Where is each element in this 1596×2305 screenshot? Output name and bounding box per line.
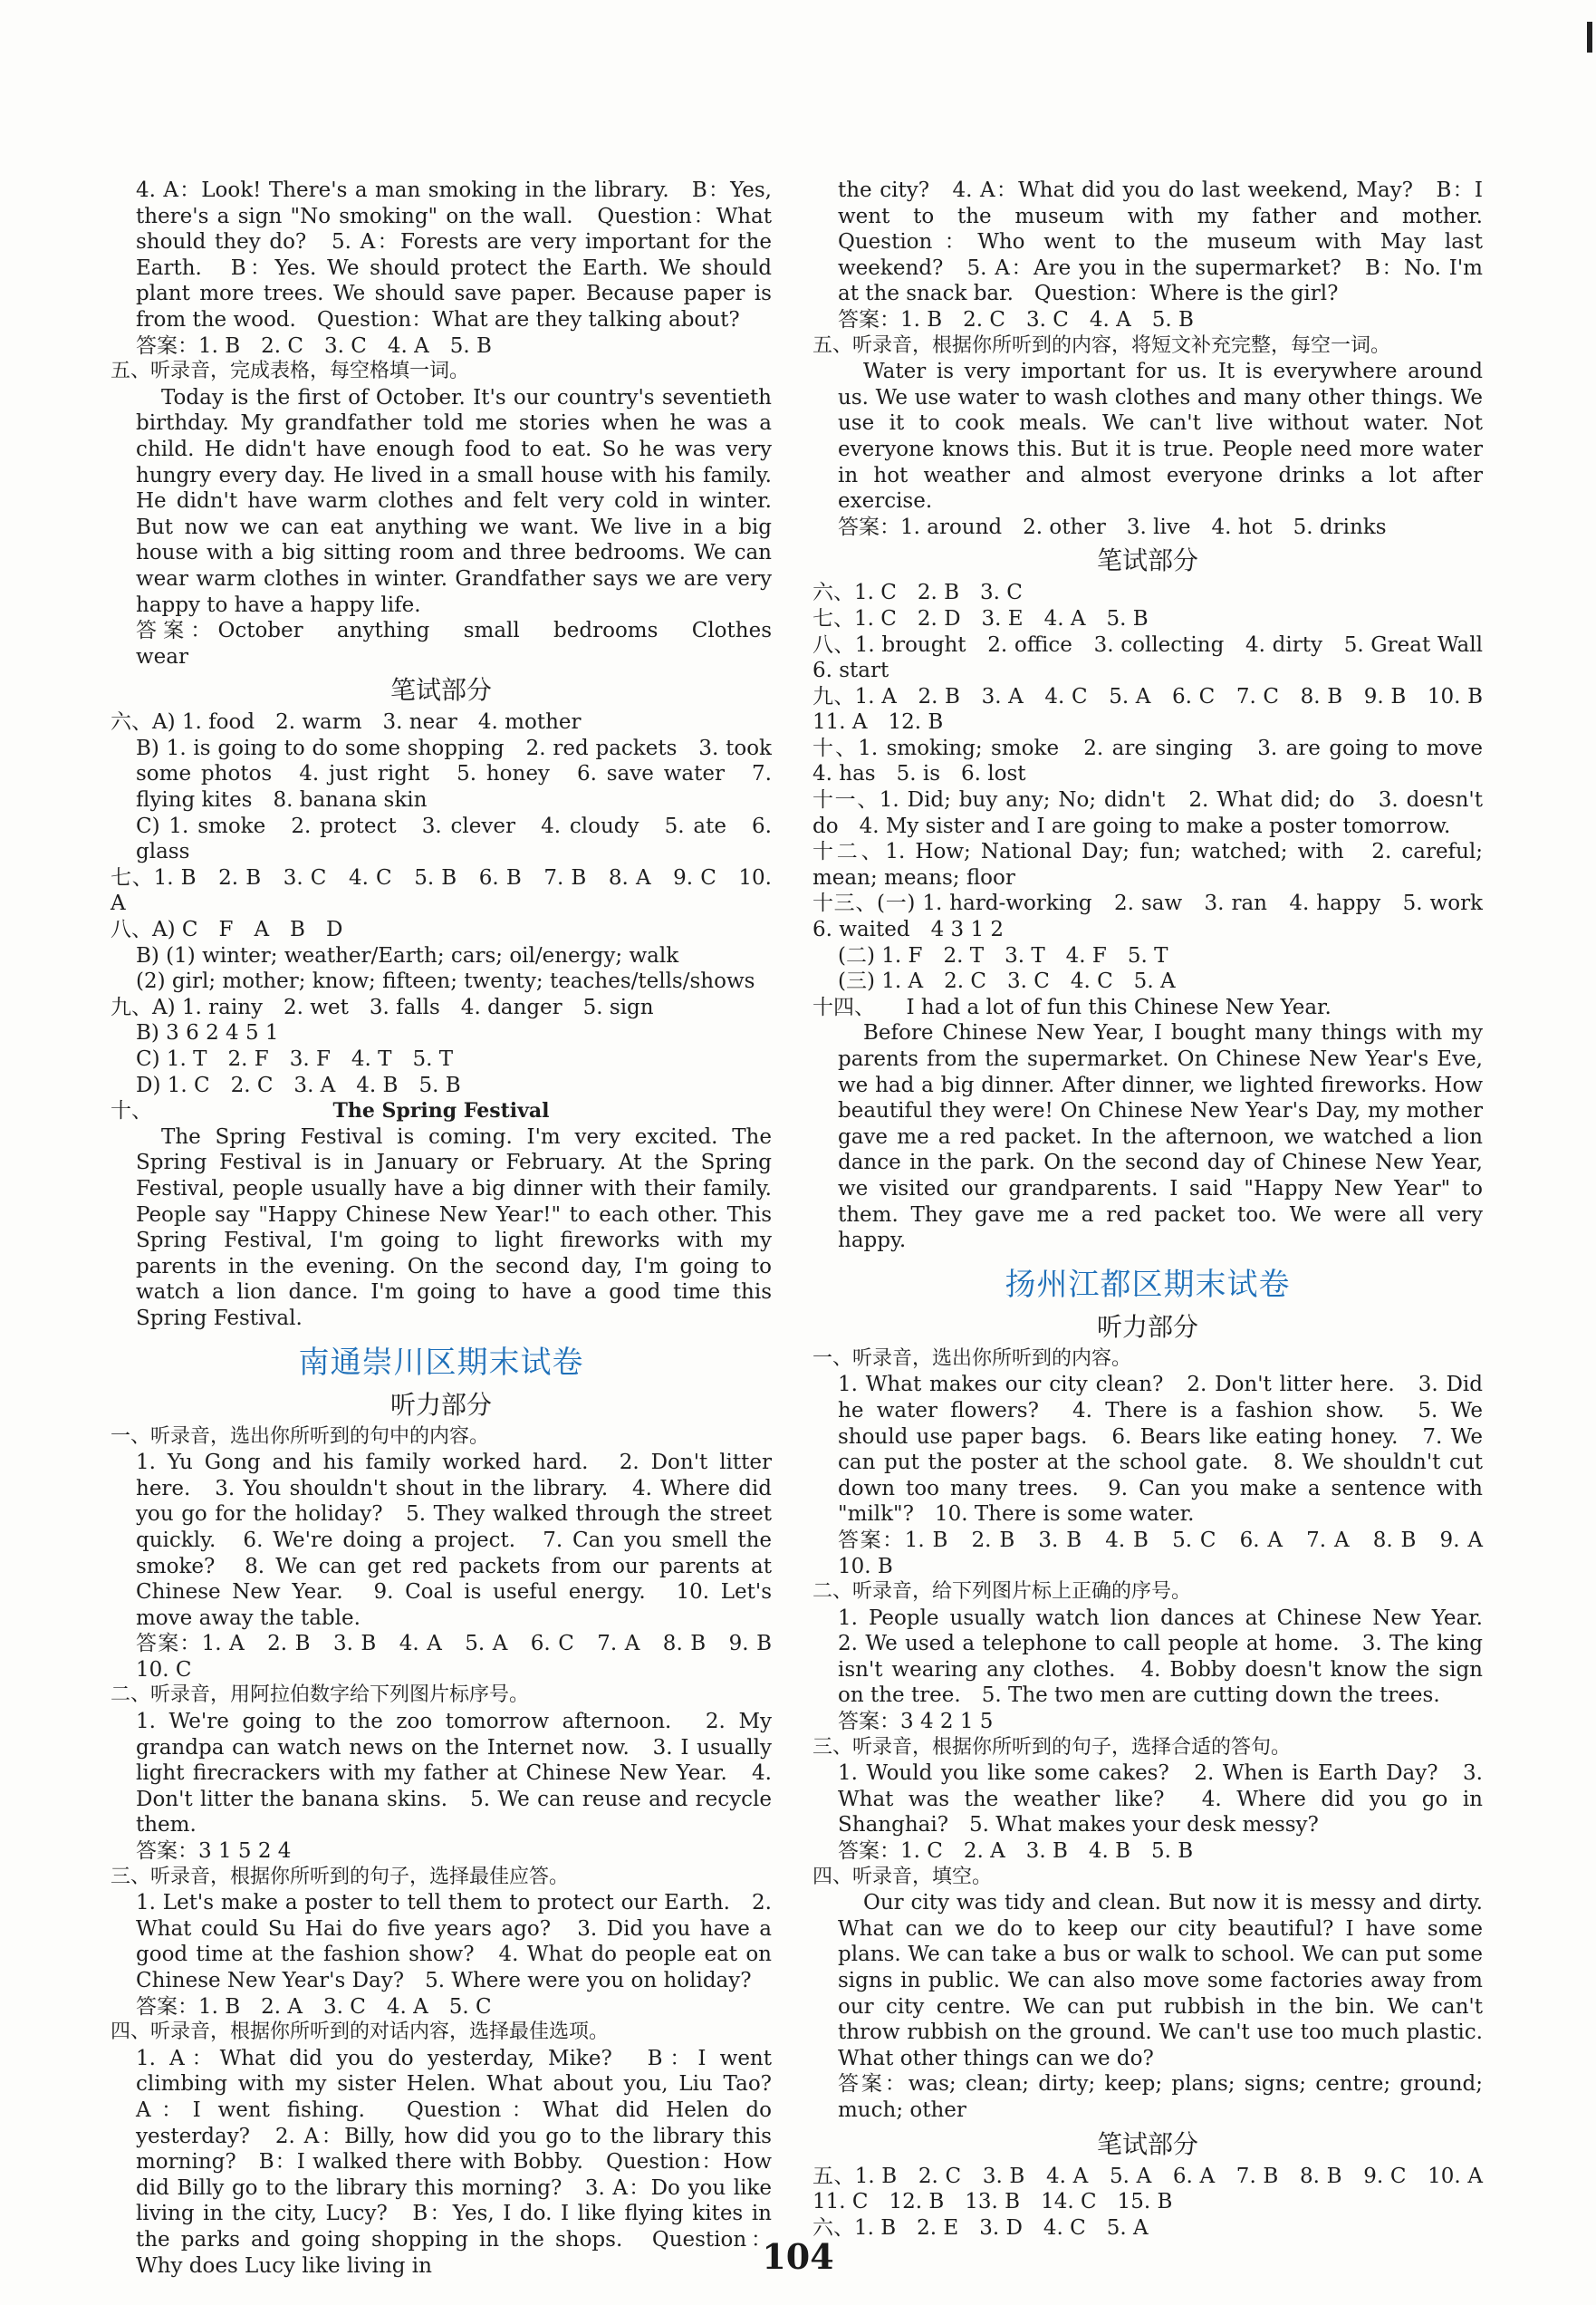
text-block: 七、1. B 2. B 3. C 4. C 5. B 6. B 7. B 8. A 9. C 10. A: [111, 865, 772, 916]
answer-line: 答案：October anything small bedrooms Clothes wear: [136, 619, 793, 669]
answer-line: 答案：was; clean; dirty; keep; plans; signs; centre; ground; much; other: [838, 2072, 1483, 2122]
text-block: 六、1. B 2. E 3. D 4. C 5. A: [812, 2215, 1149, 2240]
text-block: 十、1. smoking; smoke 2. are singing 3. are going to move 4. has 5. is 6. lost: [812, 736, 1504, 786]
text-block: 八、1. brought 2. office 3. collecting 4. dirty 5. Great Wall 6. start: [812, 632, 1504, 683]
section-heading: 二、听录音，给下列图片标上正确的序号。: [812, 1580, 1192, 1604]
text-block: 1. Let's make a poster to tell them to protect our Earth. 2. What could Su Hai do five years ago? 3. Did you have a good time at the fashion show? 4. What do people eat on Chinese New Year's Day? 5. Where were you on holiday?: [136, 1891, 772, 1992]
text-block: 七、1. C 2. D 3. E 4. A 5. B: [812, 606, 1149, 631]
text-block: C) 1. T 2. F 3. F 4. T 5. T: [136, 1047, 454, 1071]
text-block: D) 1. C 2. C 3. A 4. B 5. B: [136, 1073, 461, 1097]
text-block: 十二、1. How; National Day; fun; watched; with 2. careful; mean; means; floor: [812, 840, 1483, 890]
text-block: B) 3 6 2 4 5 1: [136, 1021, 279, 1046]
part-heading: 笔试部分: [1096, 545, 1198, 576]
text-block: 1. We're going to the zoo tomorrow afternoon. 2. My grandpa can watch news on the Internet now. 3. I usually light firecrackers with my father at Chinese New Year. 4. Don't litter the banana skins. 5. We can reuse and recycle them.: [136, 1710, 772, 1837]
left-column: [111, 178, 793, 2279]
essay-title-row: [111, 1098, 772, 1124]
answer-line: 答案：1. B 2. A 3. C 4. A 5. C: [136, 1994, 492, 2019]
section-heading: 五、听录音，根据你所听到的内容，将短文补充完整，每空一词。: [812, 333, 1391, 357]
exam-title: 南通崇川区期末试卷: [298, 1344, 584, 1381]
answer-line: 答案：1. A 2. B 3. B 4. A 5. A 6. C 7. A 8. B 9. B 10. C: [136, 1632, 793, 1682]
section-heading: 一、听录音，选出你所听到的内容。: [812, 1346, 1132, 1370]
text-block: 六、A) 1. food 2. warm 3. near 4. mother: [111, 710, 582, 735]
text-block: 九、1. A 2. B 3. A 4. C 5. A 6. C 7. C 8. B 9. B 10. B 11. A 12. B: [812, 684, 1504, 735]
text-block: (2) girl; mother; know; fifteen; twenty; teaches/tells/shows: [136, 969, 755, 994]
text-block: Water is very important for us. It is everywhere around us. We use water to wash clothes and many other things. We use it to cook meals. We can't live without water. Not everyone knows this. But it is true. People need more water in hot weather and almost everyone drinks a lot after exercise.: [838, 360, 1483, 514]
text-block: Today is the first of October. It's our country's seventieth birthday. My grandfather told me stories when he was a child. He didn't have enough food to eat. So he was very hungry every day. He lived in a small house with his family. He didn't have warm clothes and felt very cold in winter. But now we can eat anything we want. We live in a big house with a big sitting room and three bedrooms. We can wear warm clothes in winter. Grandfather says we are very happy to have a happy life.: [136, 385, 772, 617]
text-block: 1. What makes our city clean? 2. Don't litter here. 3. Did he water flowers? 4. There is a fashion show. 5. We should use paper bags. 6. Bears like eating honey. 7. We can put the poster at the school gate. 8. We shouldn't cut down too many trees. 9. Can you make a sentence with "milk"? 10. There is some water.: [838, 1373, 1483, 1527]
answer-line: 答案：1. B 2. C 3. C 4. A 5. B: [136, 333, 492, 358]
text-block: The Spring Festival is coming. I'm very excited. The Spring Festival is in January or February. At the Spring Festival, people usually have a big dinner with their family. People say "Happy Chinese New Year!" to each other. This Spring Festival, I'm going to light fireworks with my parents in the evening. On the second day, I'm going to watch a lion dance. I'm going to have a good time this Spring Festival.: [136, 1124, 772, 1330]
text-block: Our city was tidy and clean. But now it is messy and dirty. What can we do to keep our city beautiful? I have some plans. We can take a bus or walk to school. We can put some signs in public. We can also move some factories away from our city centre. We can put rubbish in the bin. We can't throw rubbish on the ground. We can't use too much plastic. What other things can we do?: [838, 1891, 1483, 2070]
text-block: 十四、 I had a lot of fun this Chinese New Year.: [812, 995, 1332, 1019]
section-heading: 五、听录音，完成表格，每空格填一词。: [111, 360, 470, 383]
answer-line: 答案：3 4 2 1 5: [838, 1710, 994, 1734]
text-block: (三) 1. A 2. C 3. C 4. C 5. A: [838, 969, 1176, 994]
text-block: 十三、(一) 1. hard-working 2. saw 3. ran 4. happy 5. work 6. waited 4 3 1 2: [812, 892, 1504, 942]
text-block: 1. Yu Gong and his family worked hard. 2. Don't litter here. 3. You shouldn't shout in the library. 4. Where did you go for the holiday? 5. They walked through the street quickly. 6. We're doing a project. 7. Can you smell the smoke? 8. We can get red packets from our parents at Chinese New Year. 9. Coal is useful energy. 10. Let's move away the table.: [136, 1451, 772, 1630]
text-block: B) (1) winter; weather/Earth; cars; oil/energy; walk: [136, 943, 679, 968]
corner-mark: [1587, 22, 1592, 53]
page-number: 104: [762, 2236, 834, 2277]
exam-title: 扬州江都区期末试卷: [1005, 1266, 1291, 1303]
answer-line: 答案：3 1 5 2 4: [136, 1839, 292, 1864]
part-heading: 听力部分: [389, 1389, 492, 1420]
text-block: 1. People usually watch lion dances at Chinese New Year. 2. We used a telephone to call people at home. 3. The king isn't wearing any clothes. 4. Bobby doesn't know the sign on the tree. 5. The two men are cutting down the trees.: [838, 1606, 1504, 1708]
text-block: 五、1. B 2. C 3. B 4. A 5. A 6. A 7. B 8. B 9. C 10. A 11. C 12. B 13. B 14. C 15. B: [812, 2164, 1504, 2214]
text-block: 六、1. C 2. B 3. C: [812, 581, 1023, 605]
text-block: Before Chinese New Year, I bought many things with my parents from the supermarket. On Chinese New Year's Eve, we had a big dinner. After dinner, we lighted fireworks. How beautiful they were! On Chinese New Year's Day, my mother gave me a red packet. In the afternoon, we watched a lion dance in the park. On the second day of Chinese New Year, we visited our grandparents. I said "Happy New Year" to them. They gave me a red packet too. We were all very happy.: [838, 1021, 1483, 1253]
section-heading: 四、听录音，填空。: [812, 1865, 993, 1888]
text-block: 九、A) 1. rainy 2. wet 3. falls 4. danger 5. sign: [111, 995, 654, 1019]
part-heading: 听力部分: [1096, 1311, 1198, 1342]
text-block: 1. Would you like some cakes? 2. When is Earth Day? 3. What was the weather like? 4. Where did you go in Shanghai? 5. What makes your desk messy?: [838, 1761, 1483, 1837]
essay-title: The Spring Festival: [332, 1099, 550, 1124]
text-block: 十一、1. Did; buy any; No; didn't 2. What did; do 3. doesn't do 4. My sister and I are going to make a poster tomorrow.: [812, 788, 1483, 838]
text-block: (二) 1. F 2. T 3. T 4. F 5. T: [838, 943, 1168, 968]
section-heading: 一、听录音，选出你所听到的句中的内容。: [111, 1424, 490, 1448]
part-heading: 笔试部分: [1096, 2128, 1198, 2159]
section-heading: 三、听录音，根据你所听到的句子，选择合适的答句。: [812, 1735, 1292, 1759]
right-column: [812, 178, 1504, 2241]
answer-line: 答案：1. around 2. other 3. live 4. hot 5. drinks: [838, 515, 1387, 539]
answer-line: 答案：1. B 2. B 3. B 4. B 5. C 6. A 7. A 8. B 9. A 10. B: [838, 1528, 1504, 1578]
section-heading: 三、听录音，根据你所听到的句子，选择最佳应答。: [111, 1865, 570, 1888]
text-block: B) 1. is going to do some shopping 2. red packets 3. took some photos 4. just right 5. honey 6. save water 7. flying kites 8. banana skin: [136, 736, 772, 813]
answer-line: 答案：1. C 2. A 3. B 4. B 5. B: [838, 1839, 1194, 1864]
section-heading: 四、听录音，根据你所听到的对话内容，选择最佳选项。: [111, 2020, 610, 2044]
question-number: 十、: [111, 1099, 152, 1124]
text-block: 4. A：Look! There's a man smoking in the library. B：Yes, there's a sign "No smoking" on the wall. Question：What should they do? 5. A：Forests are very important for the Earth. B：Yes. We should protect the Earth. We should plant more trees. We should save paper. Because paper is from the wood. Question：What are they talking about?: [136, 178, 772, 332]
text-block: C) 1. smoke 2. protect 3. clever 4. cloudy 5. ate 6. glass: [136, 814, 772, 864]
text-block: the city? 4. A：What did you do last weekend, May? B：I went to the museum with my father and mother. Question：Who went to the museum with May last weekend? 5. A：Are you in the supermarket? B：No. I'm at the snack bar. Question：Where is the girl?: [838, 178, 1504, 306]
text-block: 八、A) C F A B D: [111, 918, 343, 942]
text-block: 1. A：What did you do yesterday, Mike? B：I went climbing with my sister Helen. What about you, Liu Tao? A：I went fishing. Question：What did Helen do yesterday? 2. A：Billy, how did you go to the library this morning? B：I walked there with Bobby. Question：How did Billy go to the library this morning? 3. A：Do you like living in the city, Lucy? B：Yes, I do. I like flying kites in the parks and going shopping in the shops. Question：Why does Lucy like living in: [136, 2046, 793, 2278]
answer-line: 答案：1. B 2. C 3. C 4. A 5. B: [838, 307, 1194, 332]
section-heading: 二、听录音，用阿拉伯数字给下列图片标序号。: [111, 1683, 530, 1707]
part-heading: 笔试部分: [389, 675, 492, 706]
